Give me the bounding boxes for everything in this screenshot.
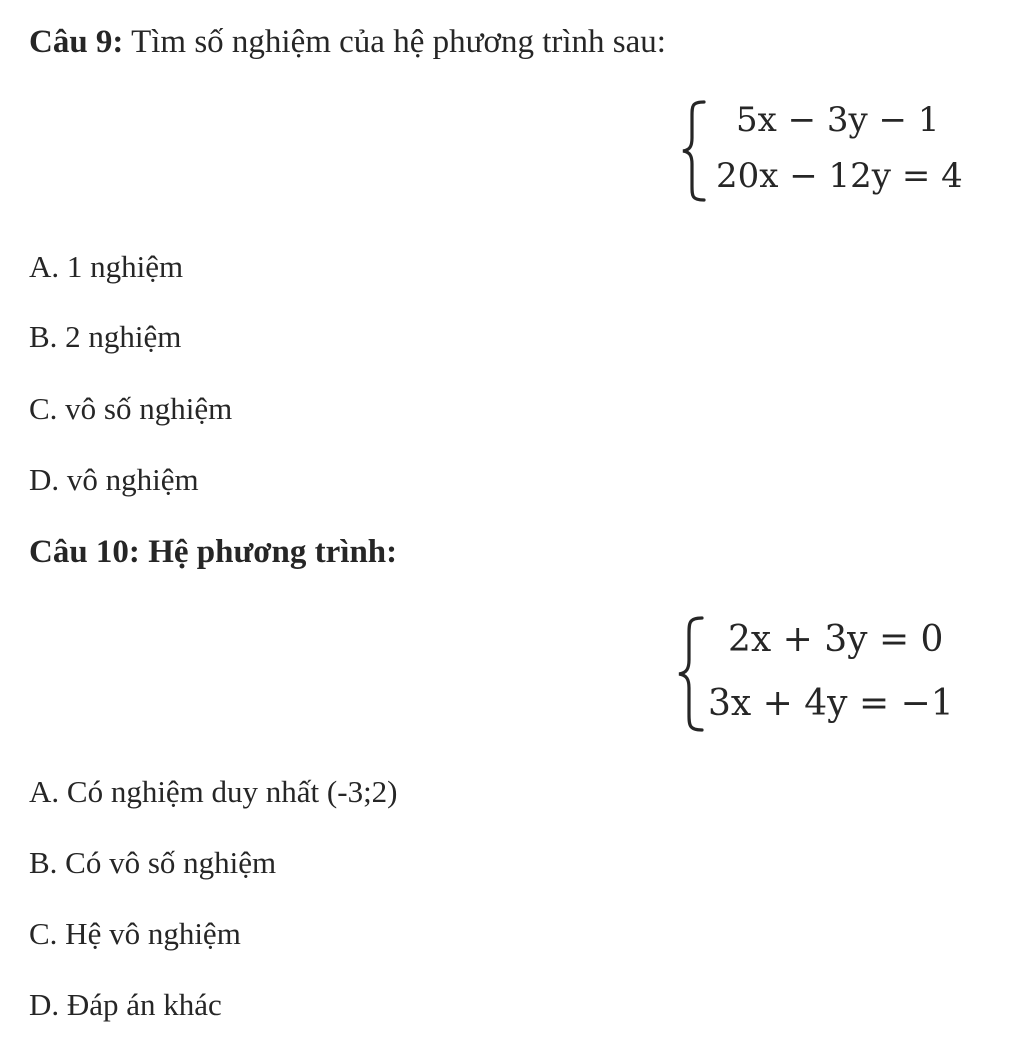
question-10-text: Hệ phương trình: <box>139 534 398 570</box>
question-10-option-a[interactable]: A. Có nghiệm duy nhất (-3;2) <box>29 774 398 809</box>
question-10-heading <box>29 532 397 572</box>
left-brace-icon <box>676 614 706 734</box>
question-9-heading <box>29 22 666 62</box>
question-9-text: Tìm số nghiệm của hệ phương trình sau: <box>123 24 666 60</box>
left-brace-icon <box>680 98 708 204</box>
question-9-option-a[interactable]: A. 1 nghiệm <box>29 249 184 284</box>
question-10-equation-1: 2x + 3y = 0 <box>728 619 944 660</box>
question-9-equation-system <box>680 98 980 204</box>
question-9-equation-2: 20x − 12y = 4 <box>716 156 963 196</box>
question-10-equation-system <box>676 614 996 734</box>
question-9-number: Câu 9: <box>29 24 124 60</box>
question-10-option-b[interactable]: B. Có vô số nghiệm <box>29 845 277 880</box>
question-10-option-d[interactable]: D. Đáp án khác <box>29 987 222 1022</box>
question-10-equation-2: 3x + 4y = −1 <box>708 683 954 724</box>
question-9-option-b[interactable]: B. 2 nghiệm <box>29 319 182 354</box>
question-9-option-d[interactable]: D. vô nghiệm <box>29 462 199 497</box>
question-9-option-c[interactable]: C. vô số nghiệm <box>29 391 233 426</box>
question-10-number: Câu 10: <box>29 534 140 570</box>
question-9-equation-1: 5x − 3y − 1 <box>736 100 940 140</box>
question-10-option-c[interactable]: C. Hệ vô nghiệm <box>29 916 241 951</box>
